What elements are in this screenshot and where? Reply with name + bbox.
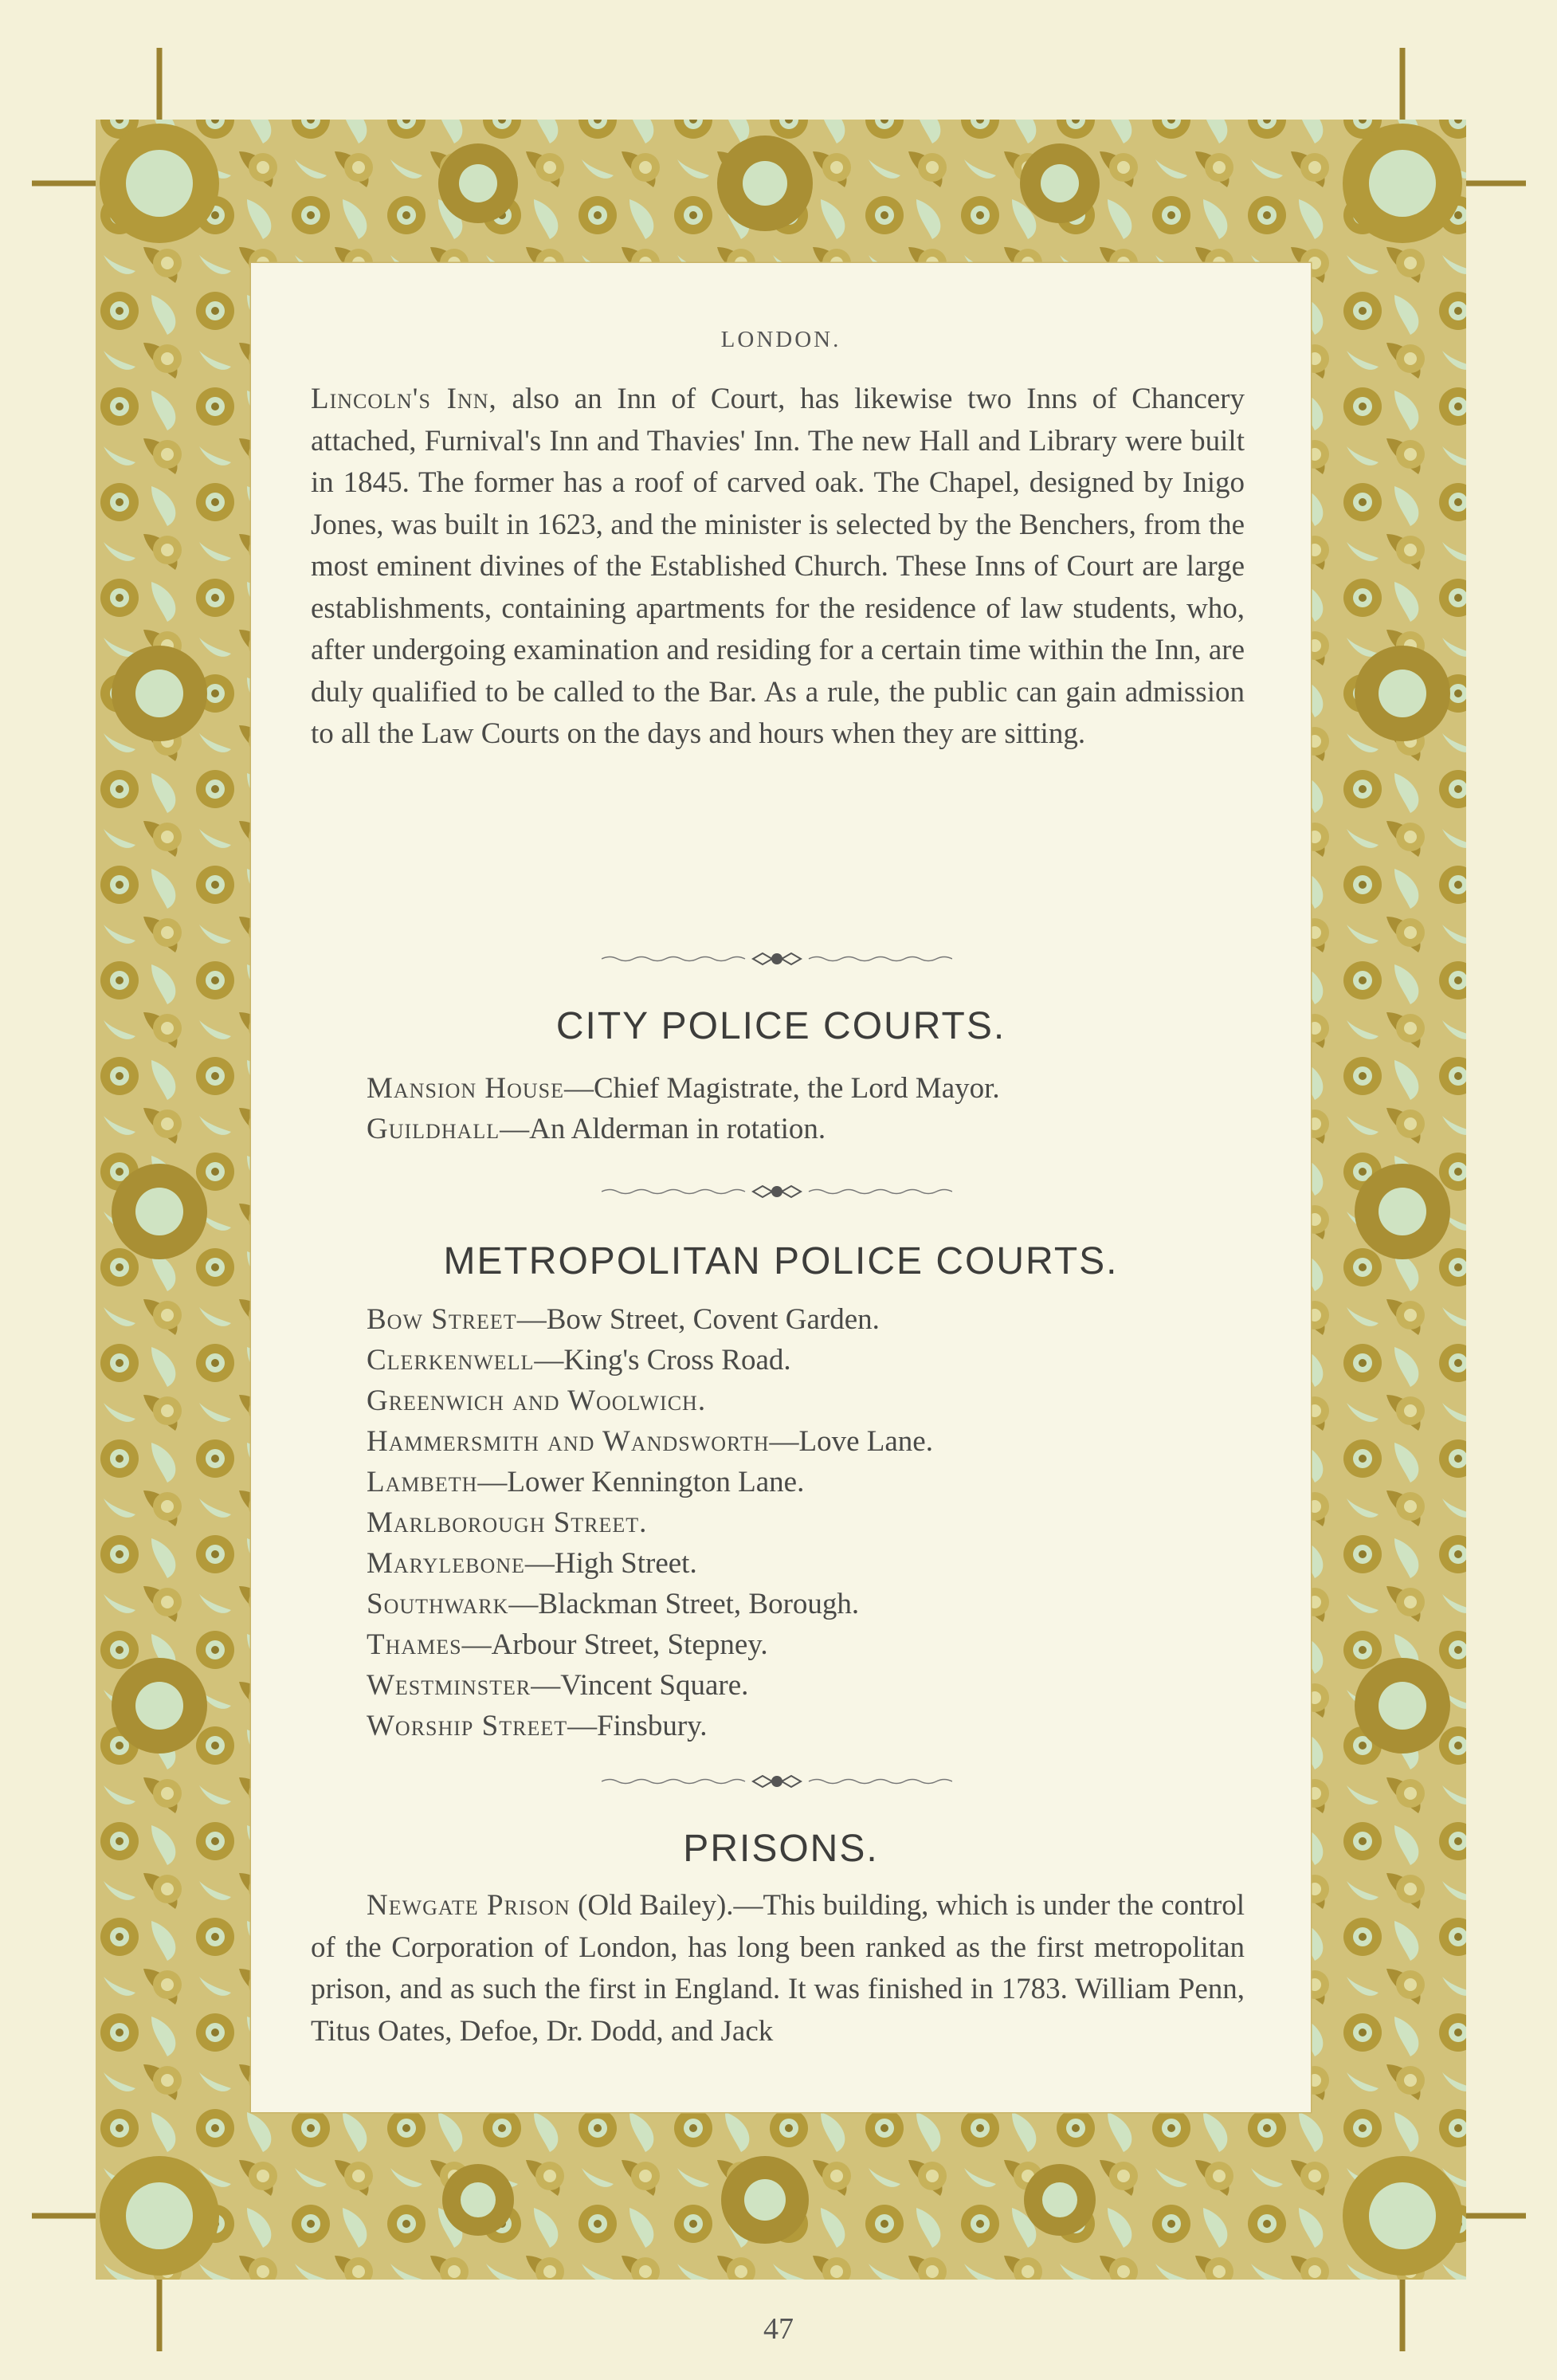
list-item: Lambeth—Lower Kennington Lane. xyxy=(367,1466,805,1498)
newgate-prison-paragraph xyxy=(311,1885,1245,2052)
metropolitan-police-courts-heading: METROPOLITAN POLICE COURTS. xyxy=(443,1240,1119,1282)
city-courts-list xyxy=(367,1068,1243,1149)
ornamental-divider xyxy=(602,1180,952,1204)
list-item: Clerkenwell—King's Cross Road. xyxy=(367,1344,791,1377)
list-item: Greenwich and Woolwich. xyxy=(367,1384,707,1417)
list-item: Mansion House—Chief Magistrate, the Lord Mayor. xyxy=(367,1072,1000,1105)
text-panel xyxy=(251,263,1311,2112)
prisons-heading: PRISONS. xyxy=(683,1828,879,1870)
city-police-courts-heading: CITY POLICE COURTS. xyxy=(555,1005,1006,1047)
paragraph-lead: Newgate Prison xyxy=(367,1889,571,1922)
list-item: Southwark—Blackman Street, Borough. xyxy=(367,1588,860,1620)
list-item: Thames—Arbour Street, Stepney. xyxy=(367,1628,768,1661)
metropolitan-courts-list xyxy=(367,1299,1243,1746)
list-item: Worship Street—Finsbury. xyxy=(367,1710,708,1742)
paragraph-lead: Lincoln's Inn, xyxy=(311,383,497,415)
running-head: LONDON. xyxy=(720,327,841,352)
list-item: Hammersmith and Wandsworth—Love Lane. xyxy=(367,1425,933,1458)
list-item: Guildhall—An Alderman in rotation. xyxy=(367,1113,826,1145)
list-item: Marylebone—High Street. xyxy=(367,1547,697,1580)
paragraph-body: also an Inn of Court, has likewise two Inns of Chancery attached, Furnival's Inn and Thavies' Inn. The new Hall and Library were built in 1845. The former has a roof of carved oak. The Chapel, designed by Inigo Jones, was built in 1623, and the minister is selected by the Benchers, from the most eminent divines of the Established Church. These Inns of Court are large establishments, containing apartments for the residence of law students, who, after undergoing examination and residing for a certain time within the Inn, are duly qualified to be called to the Bar. As a rule, the public can gain admission to all the Law Courts on the days and hours when they are sitting. xyxy=(311,383,1245,750)
list-item: Bow Street—Bow Street, Covent Garden. xyxy=(367,1303,880,1336)
ornamental-divider xyxy=(602,1769,952,1793)
lincolns-inn-paragraph xyxy=(311,379,1245,756)
paragraph-body: (Old Bailey).—This building, which is under the control of the Corporation of London, has long been ranked as the first metropolitan prison, and as such the first in England. It was finished in 1783. William Penn, Titus Oates, Defoe, Dr. Dodd, and Jack xyxy=(311,1889,1245,2048)
ornamental-divider xyxy=(602,947,952,971)
list-item: Westminster—Vincent Square. xyxy=(367,1669,749,1702)
list-item: Marlborough Street. xyxy=(367,1506,648,1539)
page-number: 47 xyxy=(763,2312,794,2346)
